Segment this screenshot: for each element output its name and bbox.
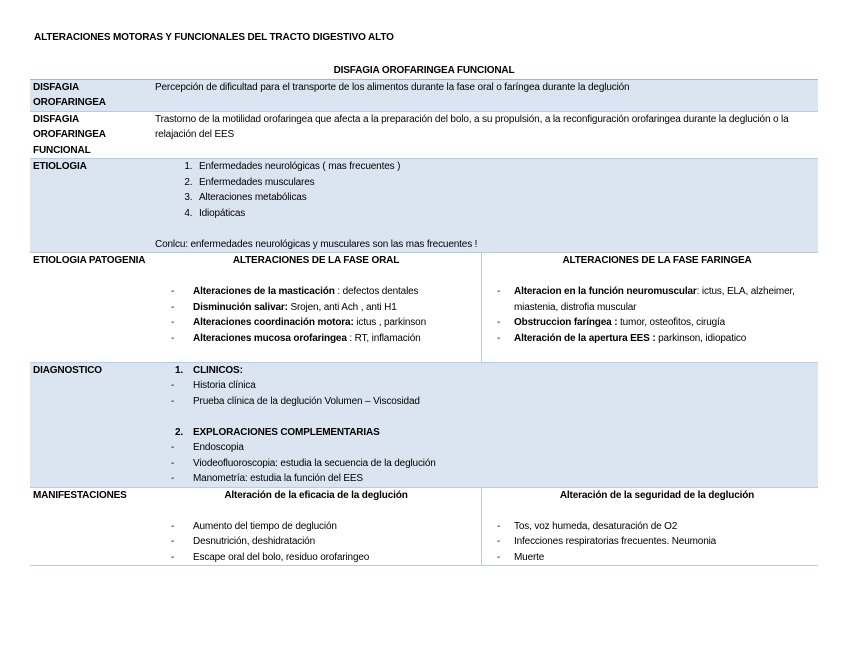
row-disfagia <box>30 79 818 111</box>
seguridad-column <box>482 488 818 566</box>
fase-faringea-list <box>496 284 818 346</box>
list-item: - Tos, voz humeda, desaturación de O2 <box>496 519 818 535</box>
two-column-split <box>152 488 818 566</box>
seguridad-list <box>496 519 818 566</box>
list-item: - Obstruccion faríngea : tumor, osteofitos, cirugía <box>496 315 818 331</box>
table-title: DISFAGIA OROFARINGEA FUNCIONAL <box>30 62 818 79</box>
row-manifestaciones <box>30 487 818 566</box>
row-text: Percepción de dificultad para el transporte de los alimentos durante la fase oral o faríngea durante la deglución <box>152 79 818 111</box>
column-heading: ALTERACIONES DE LA FASE FARINGEA <box>562 255 752 266</box>
clinicos-list <box>155 378 815 409</box>
list-item: - Alteracion en la función neuromuscular: ictus, ELA, alzheimer, miastenia, distrofia muscular <box>496 284 818 315</box>
row-label: DISFAGIA OROFARINGEA FUNCIONAL <box>30 111 152 159</box>
list-item: - Infecciones respiratorias frecuentes. Neumonia <box>496 534 818 550</box>
list-item: 2. Enfermedades musculares <box>195 175 815 191</box>
list-item: - Escape oral del bolo, residuo orofaringeo <box>155 550 477 566</box>
row-text: Trastorno de la motilidad orofaringea que afecta a la preparación del bolo, a su propulsión, a la reconfiguración orofaringea durante la deglución o la relajación del EES <box>152 111 818 159</box>
row-content <box>152 159 818 253</box>
list-item: - Alteraciones de la masticación : defectos dentales <box>155 284 477 300</box>
list-item: - Muerte <box>496 550 818 566</box>
fase-faringea-column <box>482 253 818 362</box>
list-item: - Historia clínica <box>155 378 815 394</box>
list-item: - Aumento del tiempo de deglución <box>155 519 477 535</box>
list-item: 1. Enfermedades neurológicas ( mas frecuentes ) <box>195 159 815 175</box>
row-label: DIAGNOSTICO <box>30 362 152 487</box>
spacer <box>155 221 815 237</box>
table-header-row <box>30 62 818 79</box>
eficacia-column <box>152 488 482 566</box>
fase-oral-column <box>152 253 482 362</box>
etiologia-conclusion: Conlcu: enfermedades neurológicas y musculares son las mas frecuentes ! <box>155 238 478 250</box>
column-heading: ALTERACIONES DE LA FASE ORAL <box>232 255 400 266</box>
list-item: - Alteraciones coordinación motora: ictus , parkinson <box>155 315 477 331</box>
list-item: - Alteraciones mucosa orofaringea : RT, inflamación <box>155 331 477 347</box>
column-heading: Alteración de la eficacia de la deglución <box>224 489 408 501</box>
row-content <box>152 362 818 487</box>
row-content <box>152 253 818 363</box>
list-item: - Alteración de la apertura EES : parkinson, idiopatico <box>496 331 818 347</box>
row-funcional <box>30 111 818 159</box>
row-etiopatogenia <box>30 253 818 363</box>
row-label: ETIOLOGIA <box>30 159 152 253</box>
exploraciones-list <box>155 440 815 487</box>
disfagia-table <box>30 62 818 566</box>
row-diagnostico <box>30 362 818 487</box>
list-item: - Viodeofluoroscopia: estudia la secuencia de la deglución <box>155 456 815 472</box>
fase-oral-list <box>155 284 477 346</box>
etiologia-list <box>155 159 815 221</box>
section-heading: 2. EXPLORACIONES COMPLEMENTARIAS <box>175 426 380 438</box>
two-column-split <box>152 253 818 362</box>
list-item: - Disminución salivar: Srojen, anti Ach , anti H1 <box>155 300 477 316</box>
list-item: 4. Idiopáticas <box>195 206 815 222</box>
list-item: - Endoscopia <box>155 440 815 456</box>
section-heading: 1. CLINICOS: <box>175 364 243 376</box>
row-etiologia <box>30 159 818 253</box>
row-label: MANIFESTACIONES <box>30 487 152 566</box>
column-heading: Alteración de la seguridad de la deglución <box>559 489 755 501</box>
list-item: 3. Alteraciones metabólicas <box>195 190 815 206</box>
eficacia-list <box>155 519 477 566</box>
list-item: - Prueba clínica de la deglución Volumen – Viscosidad <box>155 394 815 410</box>
row-content <box>152 487 818 566</box>
row-label: ETIOLOGIA PATOGENIA <box>30 253 152 363</box>
list-item: - Manometría: estudia la función del EES <box>155 471 815 487</box>
document-title: ALTERACIONES MOTORAS Y FUNCIONALES DEL TRACTO DIGESTIVO ALTO <box>34 32 394 43</box>
list-item: - Desnutrición, deshidratación <box>155 534 477 550</box>
row-label: DISFAGIA OROFARINGEA <box>30 79 152 111</box>
